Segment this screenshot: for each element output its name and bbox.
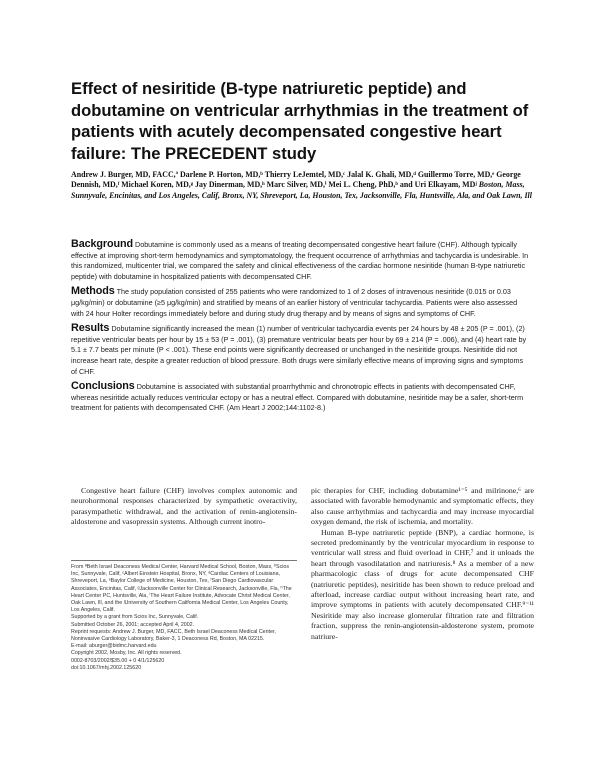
body-right-paragraph-1: pic therapies for CHF, including dobutamine¹⁻⁵ and milrinone,⁶ are associated with favorable hemodynamic and symptomatic effects, they also cause arrhythmias and tachycardia and may increase myocardial oxygen demand, the risk of ischemia, and mortality. — [311, 486, 534, 527]
author-list — [71, 170, 551, 201]
footnotes — [71, 560, 297, 672]
abstract-conclusions — [71, 381, 531, 414]
results-text: Dobutamine significantly increased the mean (1) number of ventricular tachycardia events per 24 hours by 48 ± 205 (P = .001), (2) repetitive ventricular beats per hour by 15 ± 53 (P = .001), (3) premature ventricular beats per hour by 69 ± 214 (P = .006), and (4) heart rate by 5.1 ± 7.7 beats per minute (P < .001). These end points were significantly decreased or unchanged in the nesiritide groups. Nesiritide did not increase heart rate, despite a greater reduction of blood pressure. Both drugs were similarly effective means of improving signs and symptoms of CHF. — [71, 324, 527, 376]
background-heading: Background — [71, 238, 133, 250]
abstract — [71, 239, 531, 418]
footnote-support: Supported by a grant from Scios Inc, Sunnyvale, Calif. — [71, 614, 199, 621]
footnote-submitted: Submitted October 26, 2001; accepted April 4, 2002. — [71, 621, 195, 628]
footnote-issn: 0002-8703/2002/$35.00 + 0 4/1/125620 — [71, 657, 165, 664]
background-text: Dobutamine is commonly used as a means of treating decompensated congestive heart failure (CHF). Although typically effective at improving short-term hemodynamics and symptomatology, the frequent occurrence of arrhythmias and tachycardia is undesirable. In this randomized, multicenter trial, we compared the safety and clinical effectiveness of the cardiac hormone nesiritide (human B-type natriuretic peptide) with dobutamine in hospitalized patients with decompensated CHF. — [71, 240, 529, 281]
abstract-background — [71, 239, 531, 282]
article-title: Effect of nesiritide (B-type natriuretic peptide) and dobutamine on ventricular arrhythmias in the treatment of patients with acutely decompensated congestive heart failure: The PRECEDENT study — [71, 79, 529, 163]
conclusions-heading: Conclusions — [71, 380, 135, 393]
conclusions-text: Dobutamine is associated with substantial proarrhythmic and chronotropic effects in patients with decompensated CHF, whereas nesiritide actually reduces ventricular ectopy or has a neutral effect. Compared with dobutamine, nesiritide may be a safer, short-term treatment for patients with decompensated CHF. (Am Heart J 2002;144:1102-8.) — [71, 382, 524, 413]
author-locations: Boston, Mass, Sunnyvale, Encinitas, and Los Angeles, Calif, Bronx, NY, Shreveport, La, Houston, Tex, Jacksonville, Fla, Huntsville, Ala, and Oak Lawn, Ill — [71, 180, 532, 200]
footnote-divider — [71, 560, 297, 561]
footnote-copyright: Copyright 2002, Mosby, Inc. All rights reserved. — [71, 650, 182, 657]
results-heading: Results — [71, 322, 110, 335]
footnote-doi: doi:10.1067/mhj.2002.125620 — [71, 664, 142, 671]
methods-heading: Methods — [71, 285, 115, 298]
body-left-paragraph: Congestive heart failure (CHF) involves complex autonomic and neurohormonal responses characterized by sympathetic overactivity, parasympathetic withdrawal, and the activation of renin-angiotensin-aldosterone and vasopressin systems. Although current inotro- — [71, 486, 297, 527]
methods-text: The study population consisted of 255 patients who were randomized to 1 of 2 doses of intravenous nesiritide (0.015 or 0.03 μg/kg/min) or dobutamine (≥5 μg/kg/min) and stratified by means of an earlier history of ventricular tachycardia. Patients were also assessed with 24 hour Holter recordings immediately before and during study drug therapy and by means of signs and symptoms of CHF. — [71, 287, 518, 318]
footnote-email: E-mail: aburger@bidmc.harvard.edu — [71, 643, 157, 650]
abstract-results — [71, 323, 531, 377]
body-right-column — [311, 486, 534, 642]
body-right-paragraph-2: Human B-type natriuretic peptide (BNP), a cardiac hormone, is secreted predominantly by the ventricular myocardium in response to ventricular wall stress and fluid overload in CHF,⁷ and it unloads the heart through vasodilatation and natriuresis.⁸ As a member of a new pharmacologic class of drugs for acute decompensated CHF (natriuretic peptides), nesiritide has been shown to reduce preload and afterload, increase cardiac output without increasing heart rate, and improve symptoms in patients with acutely decompensated CHF.⁹⁻¹¹ Nesiritide may also increase glomerular filtration rate and filtration fraction, suppress the renin-angiotensin-aldosterone system, promote natriure- — [311, 527, 534, 641]
author-names: Andrew J. Burger, MD, FACC,ª Darlene P. Horton, MD,ᵇ Thierry LeJemtel, MD,ᶜ Jalal K. Ghali, MD,ᵈ Guillermo Torre, MD,ᵉ George Dennish, MD,ᶠ Michael Koren, MD,ᵍ Jay Dinerman, MD,ʰ Marc Silver, MD,ⁱ Mei L. Cheng, PhD,ᵇ and Uri Elkayam, MDʲ — [71, 170, 521, 190]
footnote-reprints: Reprint requests: Andrew J. Burger, MD, FACC, Beth Israel Deaconess Medical Center, Noninvasive Cardiology Laboratory, Baker-3, 1 Deaconess Rd, Boston, MA 02215. — [71, 628, 276, 643]
abstract-methods — [71, 286, 531, 319]
footnote-affiliations: From ªBeth Israel Deaconess Medical Center, Harvard Medical School, Boston, Mass, ᵇScios Inc, Sunnyvale, Calif, ᶜAlbert Einstein Hospital, Bronx, NY, ᵈCardiac Centers of Louisiana, Shreveport, La, ᵉBaylor College of Medicine, Houston, Tex, ᶠSan Diego Cardiovascular Associates, Encinitas, Calif, ᵍJacksonville Center for Clinical Research, Jacksonville, Fla, ʰThe Heart Center PC, Huntsville, Ala, ⁱThe Heart Failure Institute, Advocate Christ Medical Center, Oak Lawn, Ill, and the ʲUniversity of Southern California Medical Center, Los Angeles County, Los Angeles, Calif. — [71, 564, 292, 614]
